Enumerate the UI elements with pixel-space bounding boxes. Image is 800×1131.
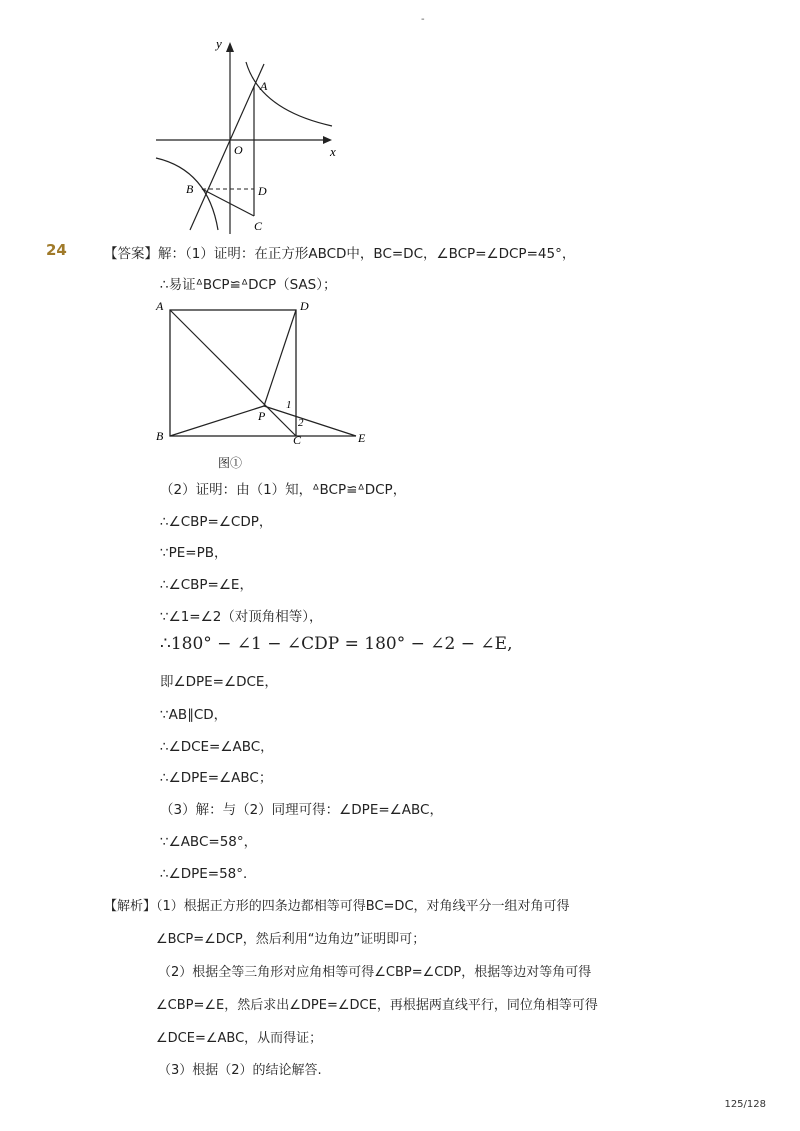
analysis-line: （2）根据全等三角形对应角相等可得∠CBP=∠CDP，根据等边对等角可得 bbox=[158, 965, 592, 980]
y-label: y bbox=[216, 36, 222, 51]
answer-header: 【答案】解：（1）证明：在正方形ABCD中，BC=DC，∠BCP=∠DCP=45°， bbox=[104, 246, 576, 262]
x-axis-arrow bbox=[323, 136, 332, 144]
hyperbola-upper bbox=[246, 62, 332, 126]
step-line: ∴∠CBP=∠E， bbox=[160, 577, 253, 593]
page-number: 125/128 bbox=[724, 1099, 766, 1110]
angle-2-label: 2 bbox=[298, 417, 304, 429]
a-label: A bbox=[260, 79, 268, 93]
step-line: ∴∠DCE=∠ABC， bbox=[160, 739, 274, 755]
square-figure bbox=[150, 294, 380, 444]
question-number: 24 bbox=[46, 241, 67, 259]
label-d: D bbox=[300, 299, 309, 313]
math-equation: ∴180° − ∠1 − ∠CDP = 180° − ∠2 − ∠E, bbox=[160, 634, 513, 654]
segment-dp bbox=[264, 310, 296, 406]
segment-bp bbox=[170, 406, 264, 436]
label-e: E bbox=[358, 431, 366, 444]
d-label: D bbox=[258, 184, 267, 198]
label-p: P bbox=[258, 409, 266, 423]
angle-1-label: 1 bbox=[286, 399, 292, 411]
step-line: ∴∠CBP=∠CDP， bbox=[160, 514, 273, 530]
figure-caption: 图① bbox=[218, 456, 243, 470]
label-b: B bbox=[156, 429, 164, 443]
label-a: A bbox=[156, 299, 164, 313]
x-label: x bbox=[330, 144, 336, 159]
step-line: ∵∠1=∠2（对顶角相等）， bbox=[160, 609, 323, 625]
step-sas: ∴易证ᐞBCP≌ᐞDCP（SAS）； bbox=[160, 277, 337, 293]
step-line: ∵PE=PB， bbox=[160, 545, 228, 561]
analysis-line: ∠BCP=∠DCP，然后利用“边角边”证明即可； bbox=[156, 932, 426, 947]
analysis-line: （3）根据（2）的结论解答. bbox=[158, 1063, 322, 1078]
y-axis-arrow bbox=[226, 42, 234, 52]
analysis-line: ∠DCE=∠ABC，从而得证； bbox=[156, 1031, 323, 1046]
step-line: （3）解：与（2）同理可得：∠DPE=∠ABC， bbox=[160, 802, 443, 818]
c-label: C bbox=[254, 219, 263, 233]
step-line: ∴∠DPE=58°． bbox=[160, 866, 257, 882]
step-line: ∵∠ABC=58°， bbox=[160, 834, 258, 850]
label-c: C bbox=[293, 433, 302, 444]
step-line: 即∠DPE=∠DCE， bbox=[160, 674, 278, 690]
line-ab bbox=[190, 64, 264, 230]
segment-pe bbox=[264, 406, 356, 436]
step-line: ∴∠DPE=∠ABC； bbox=[160, 770, 273, 786]
diagonal-ac bbox=[170, 310, 296, 436]
coordinate-figure bbox=[150, 30, 350, 240]
b-label: B bbox=[186, 182, 194, 196]
o-label: O bbox=[234, 143, 243, 157]
top-mark: - bbox=[421, 14, 425, 25]
step-line: ∵AB∥CD， bbox=[160, 707, 228, 723]
analysis-line: ∠CBP=∠E，然后求出∠DPE=∠DCE，再根据两直线平行，同位角相等可得 bbox=[156, 998, 598, 1013]
analysis-line: 【解析】（1）根据正方形的四条边都相等可得BC=DC，对角线平分一组对角可得 bbox=[104, 899, 570, 914]
step-line: （2）证明：由（1）知，ᐞBCP≌ᐞDCP， bbox=[160, 482, 407, 498]
